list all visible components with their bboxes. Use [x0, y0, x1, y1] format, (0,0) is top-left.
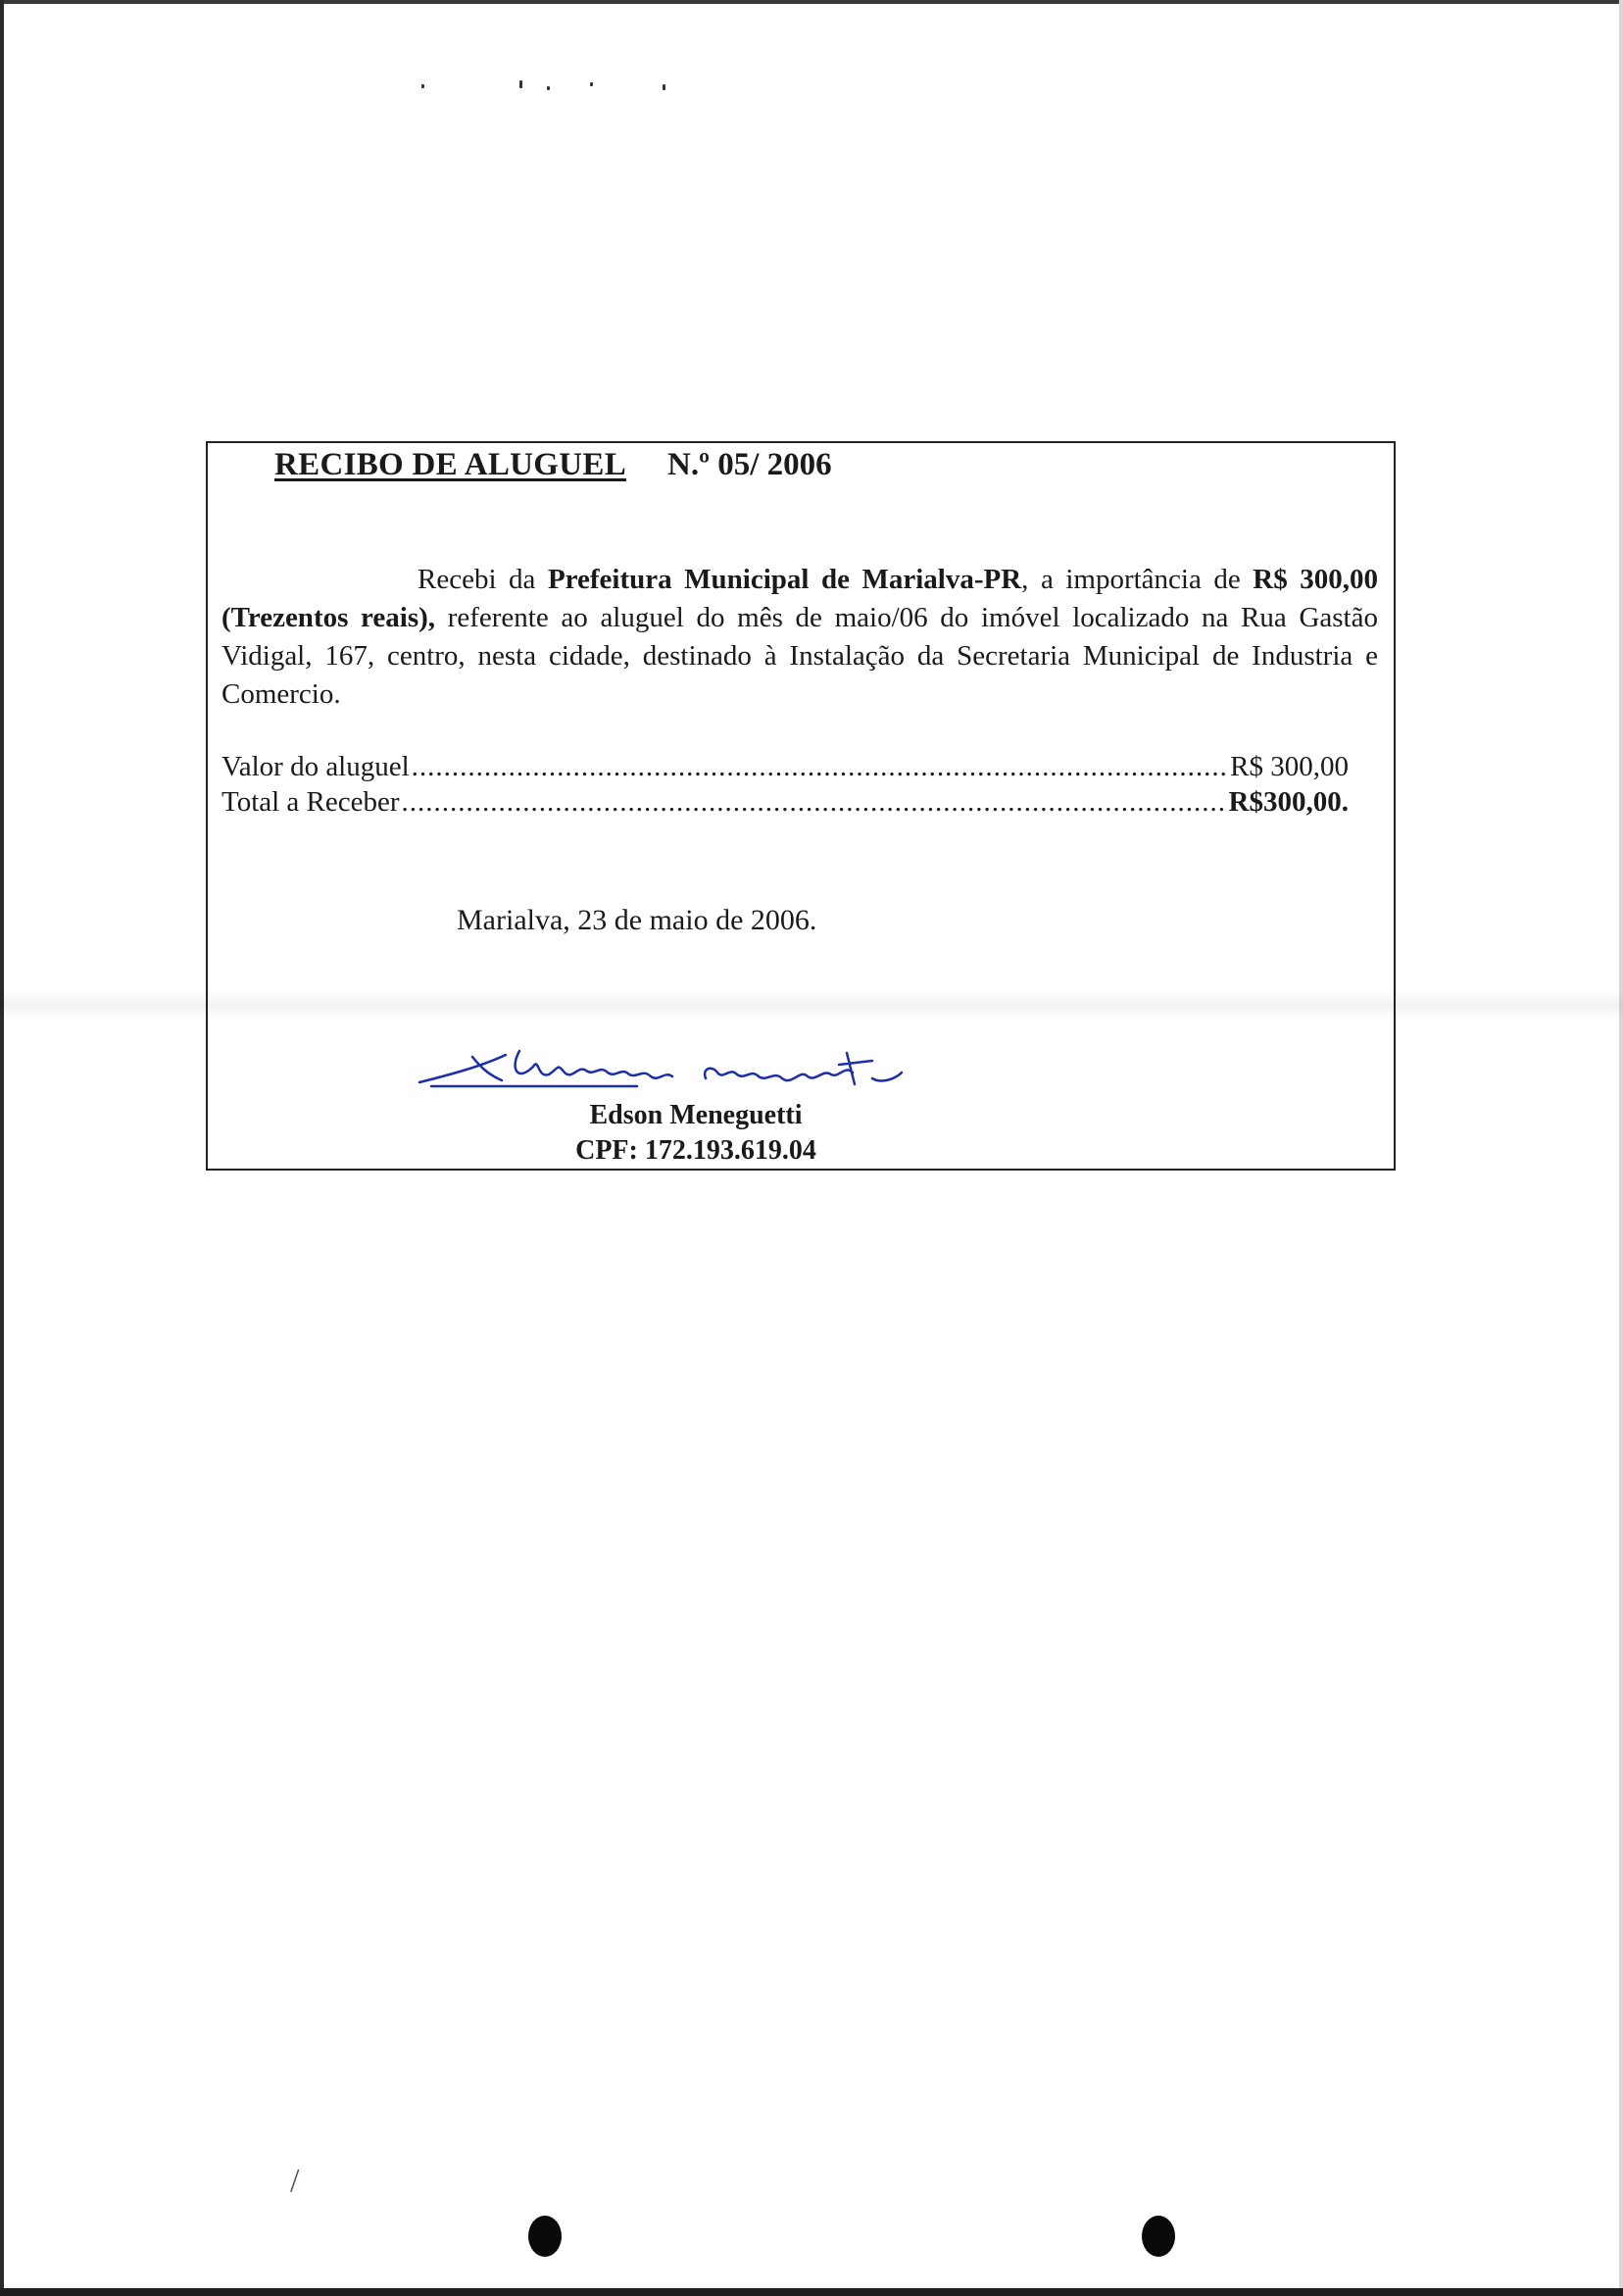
leader-dots [402, 786, 1227, 819]
value-label: Total a Receber [221, 786, 400, 818]
value-amount: R$ 300,00 [1230, 751, 1349, 782]
receipt-title-text: RECIBO DE ALUGUEL [274, 447, 627, 482]
value-row-rent [221, 751, 1349, 783]
payer-name: Prefeitura Municipal de Marialva-PR [547, 564, 1022, 595]
punch-hole-right [1142, 2216, 1175, 2257]
amount-text: R$ 300,00 (Trezentos reais), [221, 564, 1378, 633]
body-intro: Recebi da [418, 564, 548, 595]
handwritten-signature [412, 1039, 960, 1098]
scan-edge-bottom [0, 2288, 1623, 2296]
scan-specks [421, 78, 696, 98]
value-label: Valor do aluguel [221, 751, 410, 782]
receipt-title [274, 447, 832, 483]
value-row-total [221, 786, 1349, 819]
receipt-date: Marialva, 23 de maio de 2006. [457, 904, 817, 936]
signer-block [549, 1098, 843, 1169]
stray-pen-mark: / [290, 2163, 300, 2199]
scan-edge-right [1619, 0, 1623, 2296]
value-amount: R$300,00. [1228, 786, 1349, 818]
body-middle: , a importância de [1021, 564, 1254, 595]
signer-name: Edson Meneguetti [589, 1100, 803, 1130]
receipt-body [221, 561, 1378, 714]
scan-edge-left [0, 0, 4, 2296]
signer-cpf: CPF: 172.193.619.04 [575, 1135, 816, 1166]
receipt-number: N.º 05/ 2006 [667, 447, 832, 482]
body-rest: referente ao aluguel do mês de maio/06 do imóvel localizado na Rua Gastão Vidigal, 167, centro, nesta cidade, destinado à Instalação da Secretaria Municipal de Industria e Comercio. [221, 602, 1378, 710]
scan-edge-top [0, 0, 1623, 4]
punch-hole-left [528, 2216, 562, 2257]
leader-dots [412, 751, 1228, 783]
